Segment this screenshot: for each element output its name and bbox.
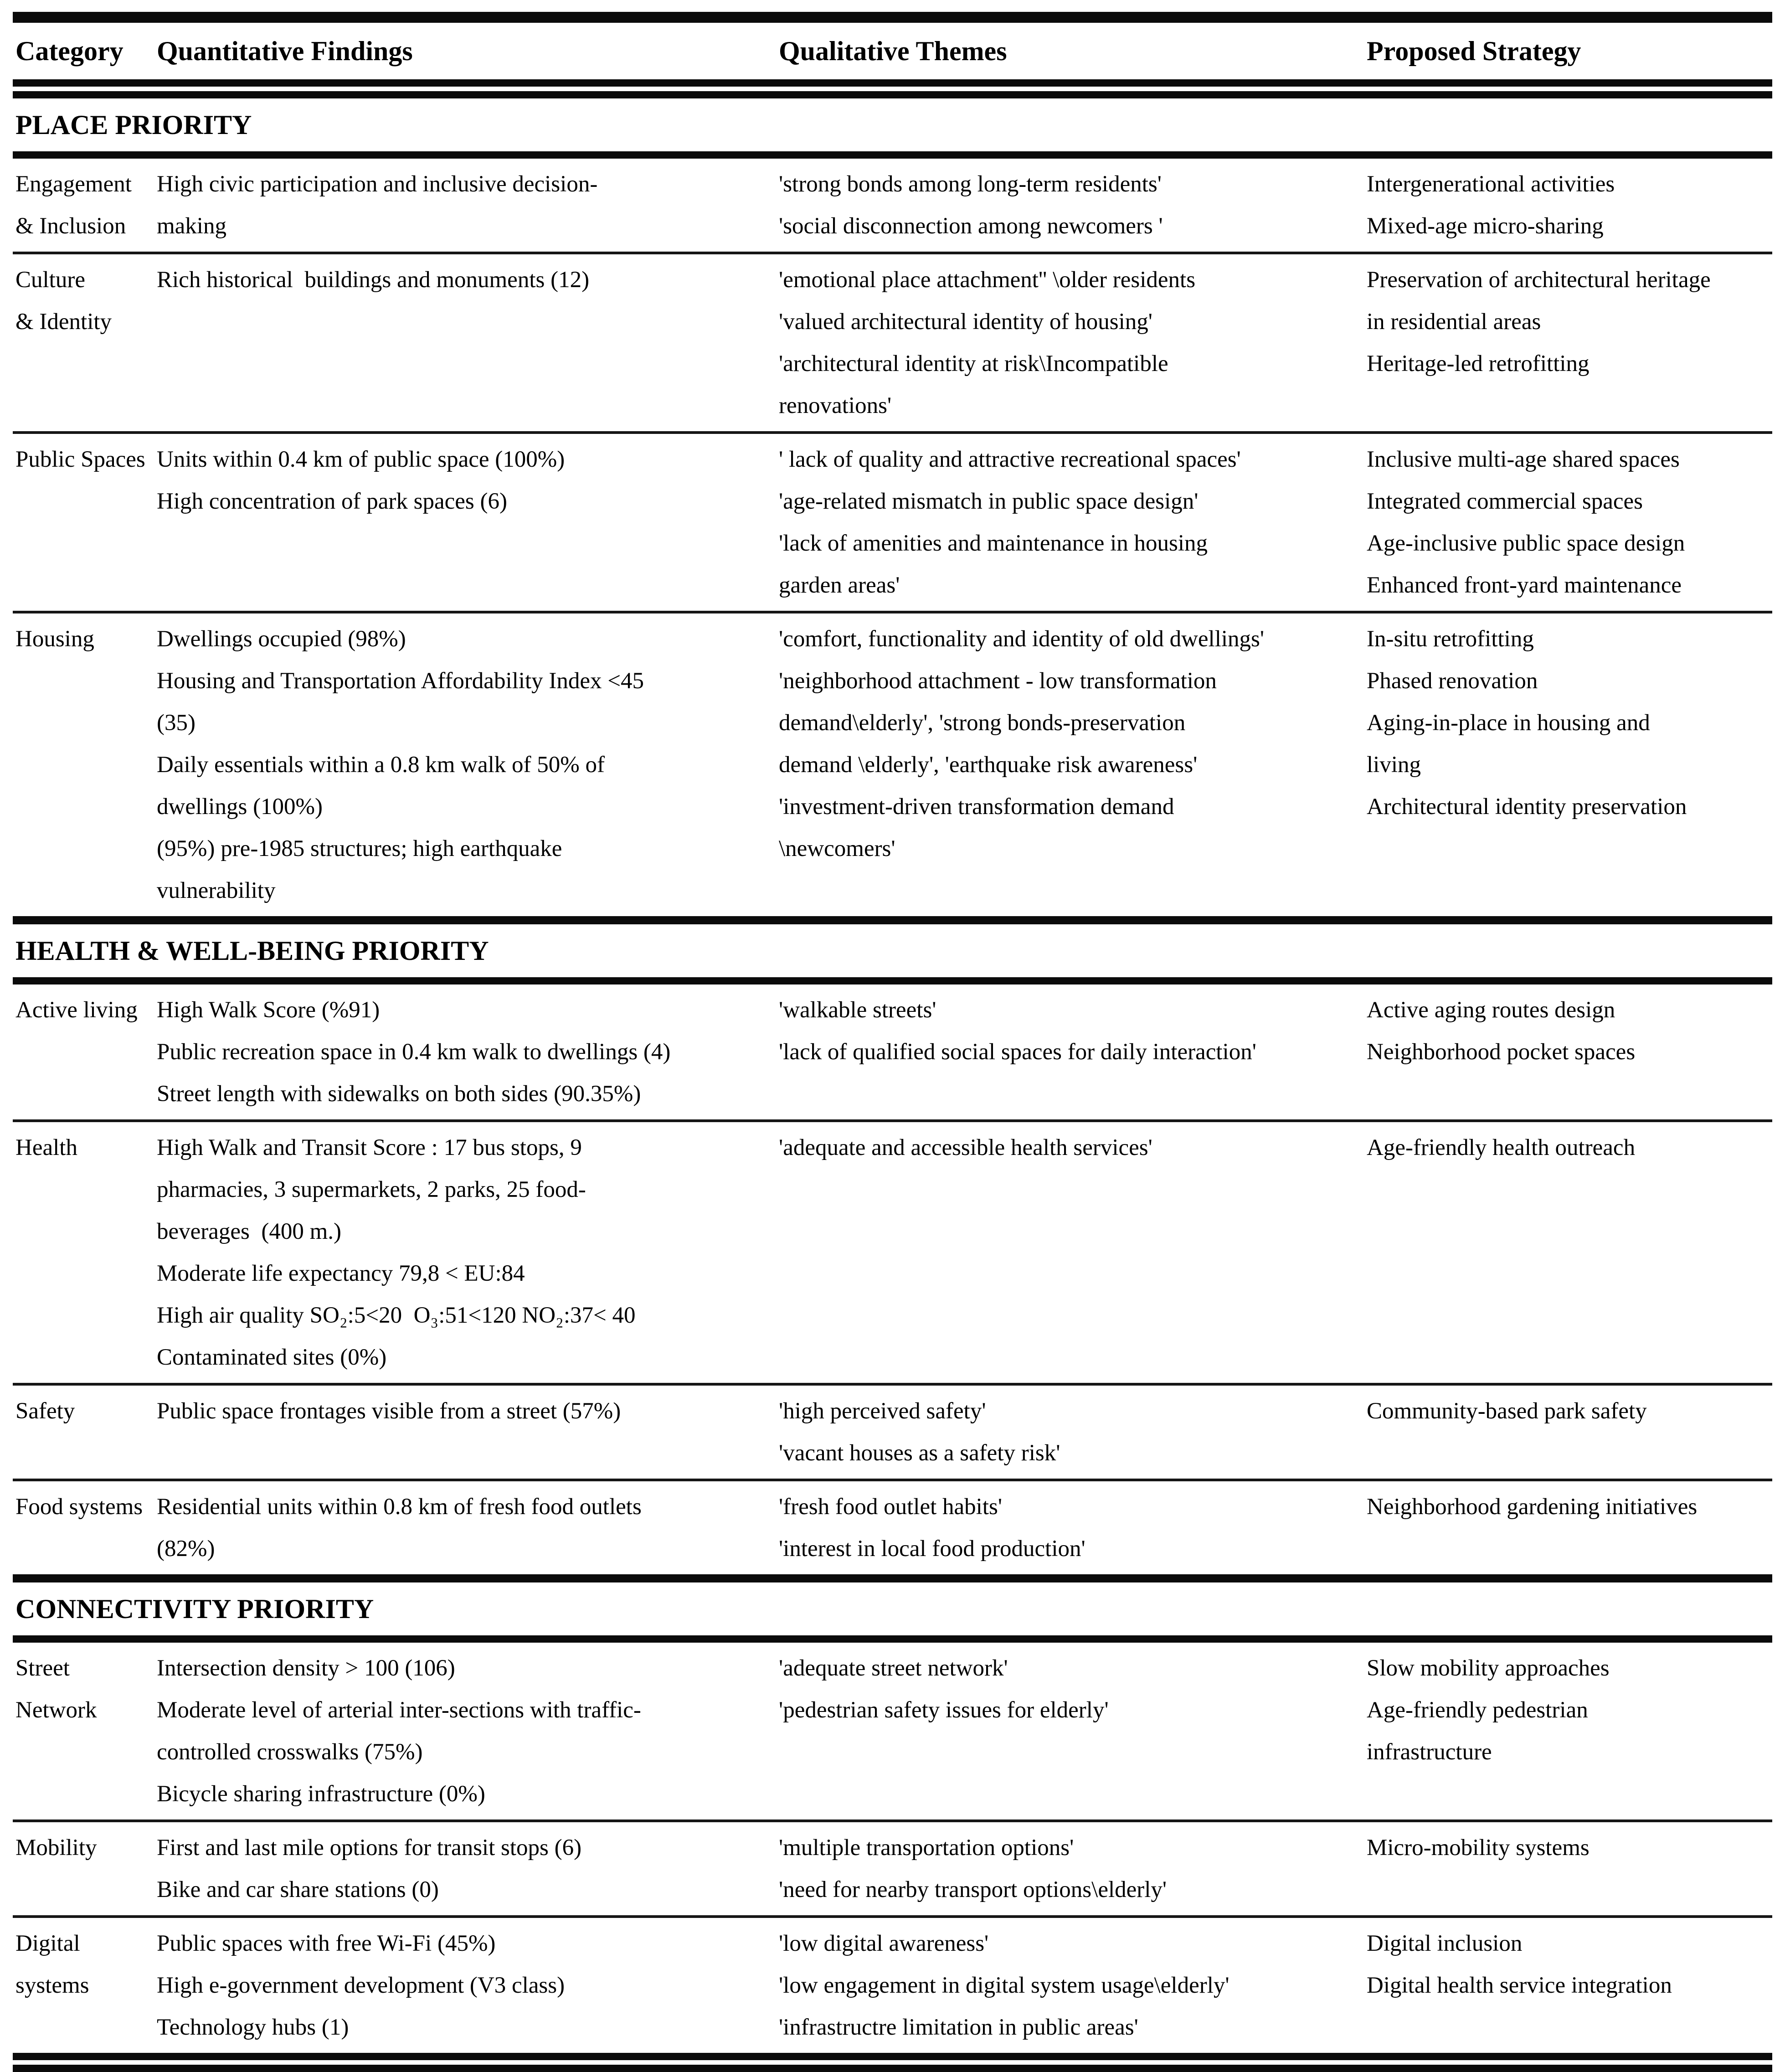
cell-qualitative	[779, 618, 1367, 870]
cell-line: Technology hubs (1)	[157, 2015, 349, 2040]
rule-bar	[13, 91, 1772, 98]
section-title-rule	[13, 151, 1772, 159]
cell-line: 'adequate street network'	[779, 1655, 1008, 1681]
cell-line: 'valued architectural identity of housing'	[779, 309, 1152, 335]
table-row	[15, 159, 1770, 252]
cell-line: Street	[15, 1655, 70, 1681]
cell-line: High Walk and Transit Score : 17 bus stops, 9	[157, 1135, 582, 1160]
cell-line: Public space frontages visible from a street (57%)	[157, 1398, 621, 1424]
table-row	[15, 1481, 1770, 1574]
cell-strategy	[1367, 1486, 1770, 1528]
cell-line: dwellings (100%)	[157, 794, 323, 820]
cell-line: controlled crosswalks (75%)	[157, 1739, 423, 1765]
cell-line: vulnerability	[157, 878, 276, 903]
cell-quantitative	[157, 618, 779, 912]
cell-line: garden areas'	[779, 572, 900, 598]
cell-line: 'high perceived safety'	[779, 1398, 986, 1424]
cell-line: 'vacant houses as a safety risk'	[779, 1440, 1060, 1466]
cell-line: Neighborhood gardening initiatives	[1367, 1494, 1698, 1520]
cell-line: Aging-in-place in housing and	[1367, 710, 1650, 736]
cell-line: & Inclusion	[15, 213, 126, 239]
cell-qualitative	[779, 259, 1367, 427]
cell-line: Integrated commercial spaces	[1367, 489, 1643, 514]
cell-line: Intergenerational activities	[1367, 171, 1615, 197]
cell-line: Public spaces with free Wi-Fi (45%)	[157, 1931, 496, 1956]
cell-line: Mixed-age micro-sharing	[1367, 213, 1604, 239]
column-header-4	[1367, 30, 1770, 72]
cell-category	[15, 259, 157, 343]
cell-line: 'lack of amenities and maintenance in housing	[779, 531, 1208, 556]
cell-strategy	[1367, 438, 1770, 606]
cell-line: Active aging routes design	[1367, 997, 1615, 1023]
cell-line: ' lack of quality and attractive recreational spaces'	[779, 447, 1241, 472]
cell-line: renovations'	[779, 393, 892, 418]
cell-qualitative	[779, 1390, 1367, 1474]
cell-line: 'fresh food outlet habits'	[779, 1494, 1003, 1520]
table-row	[15, 984, 1770, 1119]
cell-line: Housing	[15, 626, 94, 652]
cell-line: Age-friendly health outreach	[1367, 1135, 1636, 1160]
section-title-rule	[13, 1635, 1772, 1643]
cell-line: demand\elderly', 'strong bonds-preservation	[779, 710, 1186, 736]
cell-strategy	[1367, 989, 1770, 1073]
cell-line: 'architectural identity at risk\Incompatible	[779, 351, 1168, 376]
cell-line: 'investment-driven transformation demand	[779, 794, 1174, 820]
section-title	[15, 924, 1770, 977]
cell-quantitative	[157, 163, 779, 247]
cell-line: Rich historical buildings and monuments (12)	[157, 267, 590, 293]
section-separator-rule	[13, 916, 1772, 924]
cell-line: Contaminated sites (0%)	[157, 1345, 387, 1370]
cell-strategy	[1367, 163, 1770, 247]
table-row	[15, 1386, 1770, 1479]
cell-qualitative	[779, 1486, 1367, 1570]
cell-line: Health	[15, 1135, 77, 1160]
table-row	[15, 613, 1770, 916]
cell-strategy	[1367, 1827, 1770, 1869]
column-header-row	[15, 23, 1770, 79]
cell-line: Slow mobility approaches	[1367, 1655, 1610, 1681]
cell-line: Inclusive multi-age shared spaces	[1367, 447, 1680, 472]
cell-line: beverages (400 m.)	[157, 1219, 342, 1244]
cell-line: Moderate life expectancy 79,8 < EU:84	[157, 1261, 525, 1286]
cell-line: Daily essentials within a 0.8 km walk of 50% of	[157, 752, 605, 778]
cell-line: Culture	[15, 267, 85, 293]
cell-quantitative	[157, 989, 779, 1115]
cell-line: infrastructure	[1367, 1739, 1492, 1765]
cell-line: High e-government development (V3 class)	[157, 1973, 565, 1998]
cell-line: Safety	[15, 1398, 75, 1424]
column-header-1	[15, 30, 157, 72]
cell-qualitative	[779, 1923, 1367, 2048]
table-row	[15, 254, 1770, 431]
cell-qualitative	[779, 1127, 1367, 1169]
cell-line: 'adequate and accessible health services'	[779, 1135, 1152, 1160]
column-header-label: Proposed Strategy	[1367, 36, 1581, 66]
cell-line: systems	[15, 1973, 89, 1998]
cell-line: First and last mile options for transit stops (6)	[157, 1835, 582, 1861]
rule-gap	[13, 2060, 1772, 2065]
rule-bar	[13, 79, 1772, 87]
table-row	[15, 1643, 1770, 1819]
table-row	[15, 1122, 1770, 1383]
cell-line: Engagement	[15, 171, 132, 197]
cell-line: 'multiple transportation options'	[779, 1835, 1074, 1861]
cell-line: Housing and Transportation Affordability Index <45	[157, 668, 644, 694]
cell-line: 'low digital awareness'	[779, 1931, 989, 1956]
cell-line: Moderate level of arterial inter-sections with traffic-	[157, 1697, 641, 1723]
cell-line: High concentration of park spaces (6)	[157, 489, 507, 514]
cell-category	[15, 163, 157, 247]
cell-line: Bike and car share stations (0)	[157, 1877, 439, 1902]
cell-strategy	[1367, 1390, 1770, 1432]
cell-qualitative	[779, 1827, 1367, 1911]
column-header-label: Qualitative Themes	[779, 36, 1007, 66]
cell-strategy	[1367, 1923, 1770, 2006]
cell-category	[15, 1486, 157, 1528]
section-title-label: PLACE PRIORITY	[15, 110, 252, 140]
cell-line: Age-friendly pedestrian	[1367, 1697, 1588, 1723]
rule-bar	[13, 2065, 1772, 2072]
table-body	[0, 98, 1785, 2053]
cell-line: pharmacies, 3 supermarkets, 2 parks, 25 food-	[157, 1177, 586, 1202]
cell-qualitative	[779, 989, 1367, 1073]
cell-line: Digital	[15, 1931, 80, 1956]
cell-quantitative	[157, 1486, 779, 1570]
cell-line: making	[157, 213, 226, 239]
cell-line: 'comfort, functionality and identity of old dwellings'	[779, 626, 1265, 652]
cell-category	[15, 1923, 157, 2006]
column-header-label: Quantitative Findings	[157, 36, 413, 66]
cell-line: demand \elderly', 'earthquake risk awareness'	[779, 752, 1198, 778]
cell-line: Digital health service integration	[1367, 1973, 1672, 1998]
section-title	[15, 98, 1770, 151]
table-row	[15, 1822, 1770, 1915]
cell-line: 'interest in local food production'	[779, 1536, 1085, 1562]
table-row	[15, 434, 1770, 611]
cell-line: High Walk Score (%91)	[157, 997, 380, 1023]
cell-quantitative	[157, 1647, 779, 1815]
cell-qualitative	[779, 1647, 1367, 1731]
cell-quantitative	[157, 1127, 779, 1378]
cell-line: Street length with sidewalks on both sides (90.35%)	[157, 1081, 641, 1107]
section-title	[15, 1582, 1770, 1635]
cell-line: Community-based park safety	[1367, 1398, 1647, 1424]
cell-line: Digital inclusion	[1367, 1931, 1523, 1956]
cell-line: Dwellings occupied (98%)	[157, 626, 406, 652]
cell-line: Micro-mobility systems	[1367, 1835, 1590, 1861]
cell-line: Preservation of architectural heritage	[1367, 267, 1711, 293]
cell-category	[15, 1827, 157, 1869]
rule-bar	[13, 2053, 1772, 2060]
cell-category	[15, 1390, 157, 1432]
cell-line: Public recreation space in 0.4 km walk to dwellings (4)	[157, 1039, 671, 1065]
cell-line: High civic participation and inclusive decision-	[157, 171, 598, 197]
column-header-label: Category	[15, 36, 123, 66]
cell-category	[15, 1127, 157, 1169]
cell-strategy	[1367, 1647, 1770, 1773]
cell-quantitative	[157, 1390, 779, 1432]
cell-quantitative	[157, 259, 779, 301]
cell-line: 'need for nearby transport options\elderly'	[779, 1877, 1167, 1902]
cell-line: living	[1367, 752, 1421, 778]
rule-gap	[13, 87, 1772, 91]
cell-line: Bicycle sharing infrastructure (0%)	[157, 1781, 485, 1807]
table-top-rule	[13, 12, 1772, 23]
cell-line: Network	[15, 1697, 97, 1723]
section-separator-rule	[13, 1574, 1772, 1582]
cell-line: Units within 0.4 km of public space (100%)	[157, 447, 565, 472]
column-header-3	[779, 30, 1367, 72]
cell-quantitative	[157, 1923, 779, 2048]
cell-category	[15, 989, 157, 1031]
cell-line: 'infrastructre limitation in public areas'	[779, 2015, 1138, 2040]
cell-qualitative	[779, 163, 1367, 247]
cell-line: Architectural identity preservation	[1367, 794, 1687, 820]
cell-line: 'strong bonds among long-term residents'	[779, 171, 1162, 197]
cell-line: \newcomers'	[779, 836, 895, 861]
cell-strategy	[1367, 618, 1770, 828]
cell-line: Age-inclusive public space design	[1367, 531, 1685, 556]
cell-category	[15, 438, 157, 480]
cell-line: 'neighborhood attachment - low transformation	[779, 668, 1217, 694]
cell-category	[15, 1647, 157, 1731]
cell-line: Food systems	[15, 1494, 143, 1520]
cell-strategy	[1367, 1127, 1770, 1169]
cell-line: In-situ retrofitting	[1367, 626, 1534, 652]
cell-line: 'walkable streets'	[779, 997, 936, 1023]
cell-line: Enhanced front-yard maintenance	[1367, 572, 1682, 598]
table-row	[15, 1918, 1770, 2053]
cell-line: (35)	[157, 710, 195, 736]
table-bottom-rule	[13, 2053, 1772, 2072]
cell-line: Public Spaces	[15, 447, 145, 472]
cell-line: Heritage-led retrofitting	[1367, 351, 1590, 376]
cell-line: Neighborhood pocket spaces	[1367, 1039, 1636, 1065]
cell-category	[15, 618, 157, 660]
cell-line: Intersection density > 100 (106)	[157, 1655, 455, 1681]
cell-line: 'age-related mismatch in public space design'	[779, 489, 1199, 514]
section-title-label: CONNECTIVITY PRIORITY	[15, 1594, 374, 1624]
header-bottom-rule	[13, 79, 1772, 98]
cell-line: 'pedestrian safety issues for elderly'	[779, 1697, 1109, 1723]
cell-line: Residential units within 0.8 km of fresh food outlets	[157, 1494, 642, 1520]
cell-strategy	[1367, 259, 1770, 385]
cell-line: High air quality SO₂:5<20 O₃:51<120 NO₂:37< 40	[157, 1303, 636, 1328]
section-title-rule	[13, 977, 1772, 984]
cell-line: in residential areas	[1367, 309, 1541, 335]
cell-line: 'social disconnection among newcomers '	[779, 213, 1163, 239]
cell-quantitative	[157, 1827, 779, 1911]
cell-line: 'emotional place attachment'' \older residents	[779, 267, 1196, 293]
cell-line: 'low engagement in digital system usage\elderly'	[779, 1973, 1229, 1998]
cell-quantitative	[157, 438, 779, 522]
cell-line: Phased renovation	[1367, 668, 1538, 694]
cell-qualitative	[779, 438, 1367, 606]
column-header-2	[157, 30, 779, 72]
cell-line: Mobility	[15, 1835, 97, 1861]
cell-line: (82%)	[157, 1536, 215, 1562]
cell-line: 'lack of qualified social spaces for daily interaction'	[779, 1039, 1256, 1065]
cell-line: (95%) pre-1985 structures; high earthquake	[157, 836, 562, 861]
cell-line: & Identity	[15, 309, 112, 335]
cell-line: Active living	[15, 997, 138, 1023]
section-title-label: HEALTH & WELL-BEING PRIORITY	[15, 936, 489, 966]
